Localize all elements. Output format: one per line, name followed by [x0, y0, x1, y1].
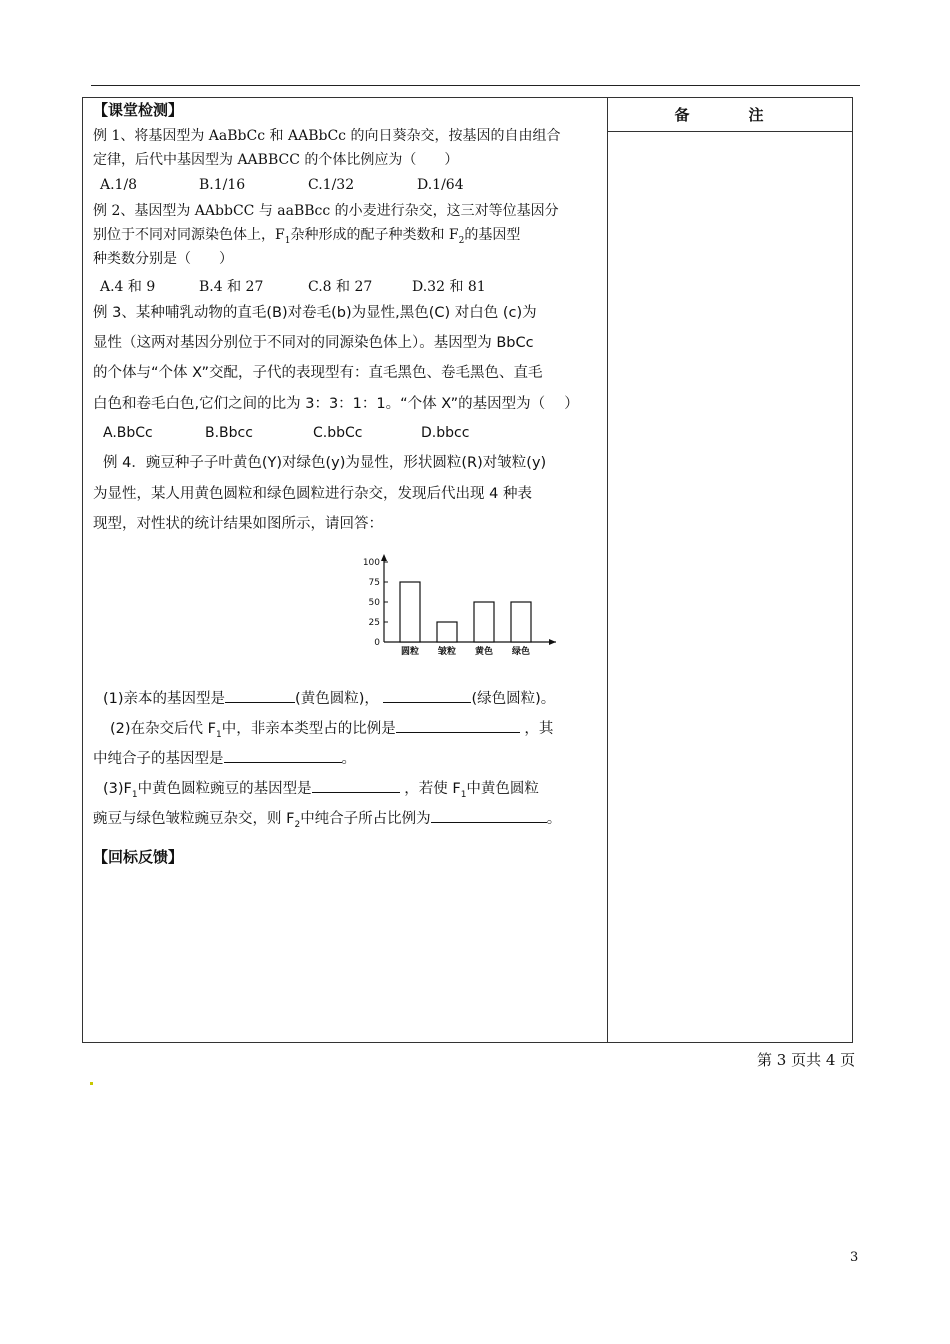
- x-category-label: 圆粒: [400, 647, 420, 657]
- q1-green-round-label: (绿色圆粒)。: [471, 691, 556, 707]
- chart-x-labels: [401, 645, 530, 657]
- y-tick-label: 50: [368, 598, 380, 608]
- q2-prompt-part4: 中纯合子的基因型是: [93, 751, 224, 767]
- q3-period: 。: [546, 811, 562, 827]
- column-divider: [607, 97, 608, 1043]
- ex3-line1: 例 3、某种哺乳动物的直毛(B)对卷毛(b)为显性,黑色(C) 对白色 (c)为: [93, 305, 537, 321]
- ex2-line1: 例 2、基因型为 AAbbCC 与 aaBBcc 的小麦进行杂交，这三对等位基因分: [93, 203, 559, 219]
- q3-prompt-part6: 中纯合子所占比例为: [300, 811, 431, 827]
- q3-prompt-part4: 中黄色圆粒: [466, 781, 539, 797]
- bar: [437, 622, 457, 642]
- ex1-option-b: B.1/16: [199, 177, 246, 193]
- ex1-line1: 例 1、将基因型为 AaBbCc 和 AABbCc 的向日葵杂交，按基因的自由组合: [93, 128, 561, 144]
- q3-blank-genotype[interactable]: [312, 779, 400, 793]
- ex1-option-c: C.1/32: [308, 177, 355, 193]
- bar: [400, 582, 420, 642]
- q2-prompt-part2: 中，非亲本类型占的比例是: [221, 721, 396, 737]
- subscript-2: 2: [294, 819, 301, 830]
- q1-blank-green-round[interactable]: [383, 689, 471, 703]
- ex2-option-d: D.32 和 81: [412, 279, 486, 295]
- subscript-1: 1: [131, 789, 138, 800]
- ex3-line3: 的个体与“个体 X”交配，子代的表现型有：直毛黑色、卷毛黑色、直毛: [93, 365, 543, 381]
- page-number: 3: [850, 1250, 859, 1265]
- ex2-line2-part3: 的基因型: [464, 227, 521, 243]
- y-tick-label: 100: [362, 558, 380, 568]
- ex2-line2: [93, 227, 520, 249]
- header-rule: [91, 85, 860, 86]
- stray-mark: [90, 1082, 93, 1085]
- ex3-line2: 显性（这两对基因分别位于不同对的同源染色体上）。基因型为 BbCc: [93, 335, 534, 351]
- q3-line1: [103, 779, 539, 803]
- ex2-option-b: B.4 和 27: [199, 279, 264, 295]
- subscript-2: 2: [458, 235, 465, 246]
- bar: [474, 602, 494, 642]
- x-axis-arrow: [549, 639, 556, 645]
- q2-blank-genotype[interactable]: [224, 749, 342, 763]
- ex3-option-b: B.Bbcc: [205, 425, 253, 441]
- bar: [511, 602, 531, 642]
- q1-yellow-round-label: (黄色圆粒)，: [295, 691, 379, 707]
- ex1-option-a: A.1/8: [100, 177, 138, 193]
- chart-bars: [400, 582, 531, 642]
- subscript-1: 1: [284, 235, 291, 246]
- y-tick-label: 75: [368, 578, 380, 588]
- y-axis-arrow: [381, 554, 387, 561]
- notes-column-header: 备 注: [608, 98, 852, 132]
- q3-blank-ratio[interactable]: [431, 809, 547, 823]
- ex4-line3: 现型，对性状的统计结果如图所示，请回答：: [93, 516, 383, 532]
- q3-line2: [93, 809, 561, 833]
- q2-prompt-part1: (2)在杂交后代 F: [110, 721, 216, 737]
- ex3-option-a: A.BbCc: [103, 425, 153, 441]
- ex1-option-d: D.1/64: [417, 177, 464, 193]
- ex4-line2: 为显性，某人用黄色圆粒和绿色圆粒进行杂交，发现后代出现 4 种表: [93, 486, 532, 502]
- ex3-option-d: D.bbcc: [421, 425, 470, 441]
- ex2-line3: 种类数分别是（ ）: [93, 251, 233, 267]
- ex2-line2-part2: 杂种形成的配子种类数和 F: [290, 227, 459, 243]
- x-category-label: 绿色: [511, 647, 531, 657]
- q3-prompt-part1: (3)F: [103, 781, 132, 797]
- ex4-line1: 例 4．豌豆种子子叶黄色(Y)对绿色(y)为显性，形状圆粒(R)对皱粒(y): [103, 455, 547, 471]
- ex2-option-c: C.8 和 27: [308, 279, 373, 295]
- ex2-option-a: A.4 和 9: [100, 279, 156, 295]
- ex3-line4: 白色和卷毛白色,它们之间的比为 3：3：1：1。“个体 X”的基因型为（ ）: [93, 396, 579, 412]
- section-title-classroom-check: 【课堂检测】: [93, 101, 184, 119]
- ex3-option-c: C.bbCc: [313, 425, 363, 441]
- y-tick-label: 0: [374, 638, 380, 648]
- q3-prompt-part5: 豌豆与绿色皱粒豌豆杂交，则 F: [93, 811, 295, 827]
- x-category-label: 皱粒: [437, 647, 457, 657]
- q2-period: 。: [341, 751, 356, 767]
- q2-line1: [110, 719, 553, 743]
- q2-prompt-part3: ，其: [524, 721, 554, 737]
- q2-blank-ratio[interactable]: [396, 719, 520, 733]
- page-footer: 第 3 页共 4 页: [757, 1051, 856, 1069]
- subscript-1: 1: [460, 789, 467, 800]
- q1-prompt: (1)亲本的基因型是: [103, 691, 226, 707]
- section-title-feedback: 【回标反馈】: [93, 848, 184, 866]
- q1-blank-yellow-round[interactable]: [225, 689, 295, 703]
- q2-line2: [93, 749, 356, 767]
- q1-line: [103, 689, 555, 707]
- subscript-1: 1: [216, 729, 222, 740]
- x-category-label: 黄色: [474, 647, 494, 657]
- q3-prompt-part3: ，若使 F: [404, 781, 461, 797]
- q3-prompt-part2: 中黄色圆粒豌豆的基因型是: [137, 781, 312, 797]
- y-tick-label: 25: [368, 618, 380, 628]
- ex2-line2-part1: 别位于不同对同源染色体上，F: [93, 227, 285, 243]
- ex1-line2: 定律，后代中基因型为 AABBCC 的个体比例应为（ ）: [93, 152, 459, 168]
- trait-statistics-bar-chart: [356, 553, 566, 663]
